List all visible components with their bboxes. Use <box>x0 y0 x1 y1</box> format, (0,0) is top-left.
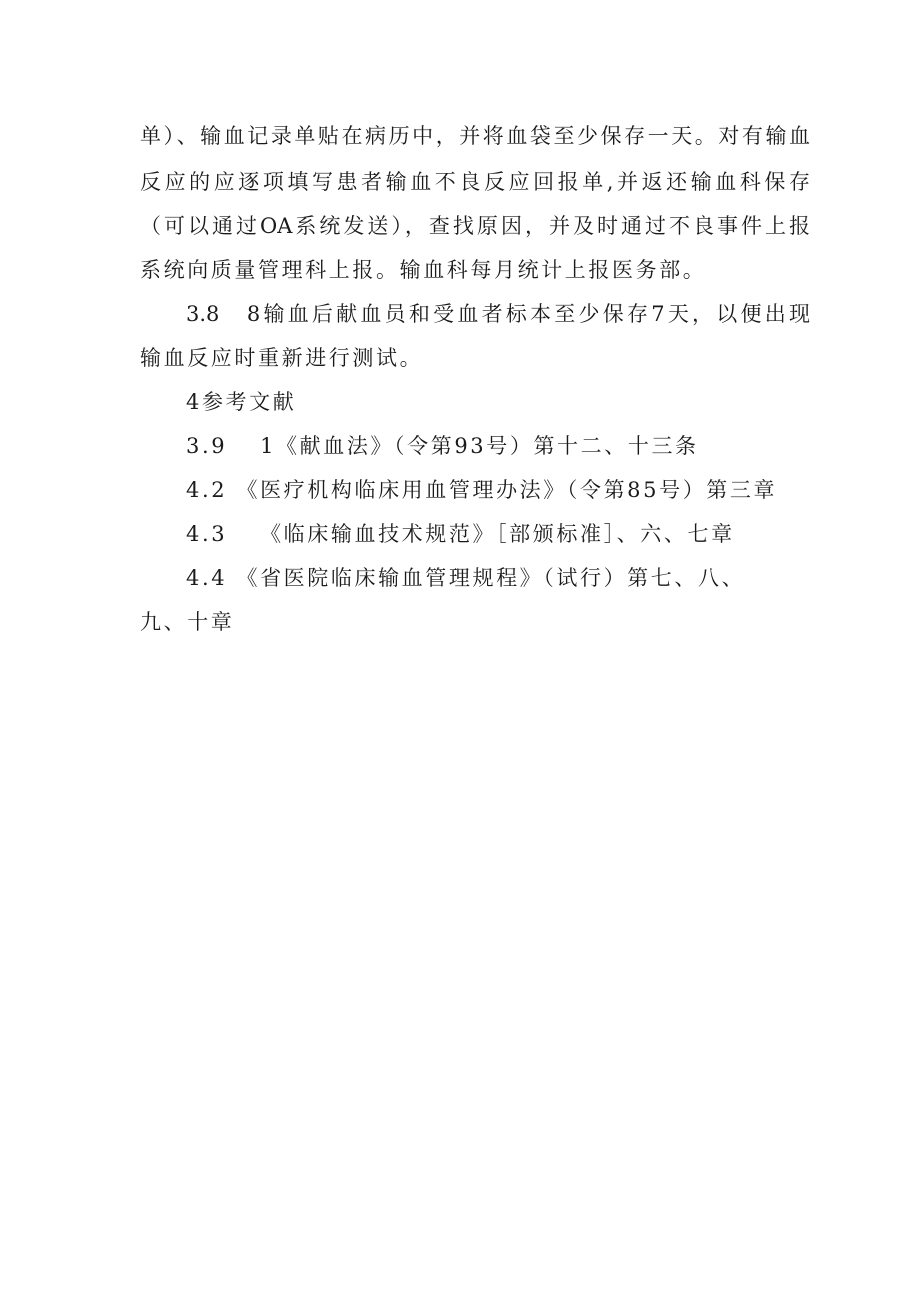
text-line: 反应的应逐项填写患者输血不良反应回报单,并返还输血科保存 <box>140 170 810 194</box>
text-line: 单）、输血记录单贴在病历中，并将血袋至少保存一天。对有输血 <box>140 124 810 148</box>
reference-item-continuation: 九、十章 <box>140 610 235 634</box>
reference-item: 4.3 《临床输血技术规范》［部颁标准］、六、七章 <box>186 522 735 546</box>
reference-item: 4.2 《医疗机构临床用血管理办法》（令第85号）第三章 <box>186 478 778 502</box>
text-line: 输血反应时重新进行测试。 <box>140 346 424 370</box>
text-line: （可以通过OA系统发送），查找原因，并及时通过不良事件上报 <box>140 214 810 238</box>
text-line: 系统向质量管理科上报。输血科每月统计上报医务部。 <box>140 258 707 282</box>
reference-item: 3.9 1《献血法》（令第93号）第十二、十三条 <box>186 434 699 458</box>
text-line: 3.8 8输血后献血员和受血者标本至少保存7天，以便出现 <box>186 302 810 326</box>
reference-item: 4.4 《省医院临床输血管理规程》（试行）第七、八、 <box>186 566 746 590</box>
section-heading: 4参考文献 <box>186 390 297 414</box>
